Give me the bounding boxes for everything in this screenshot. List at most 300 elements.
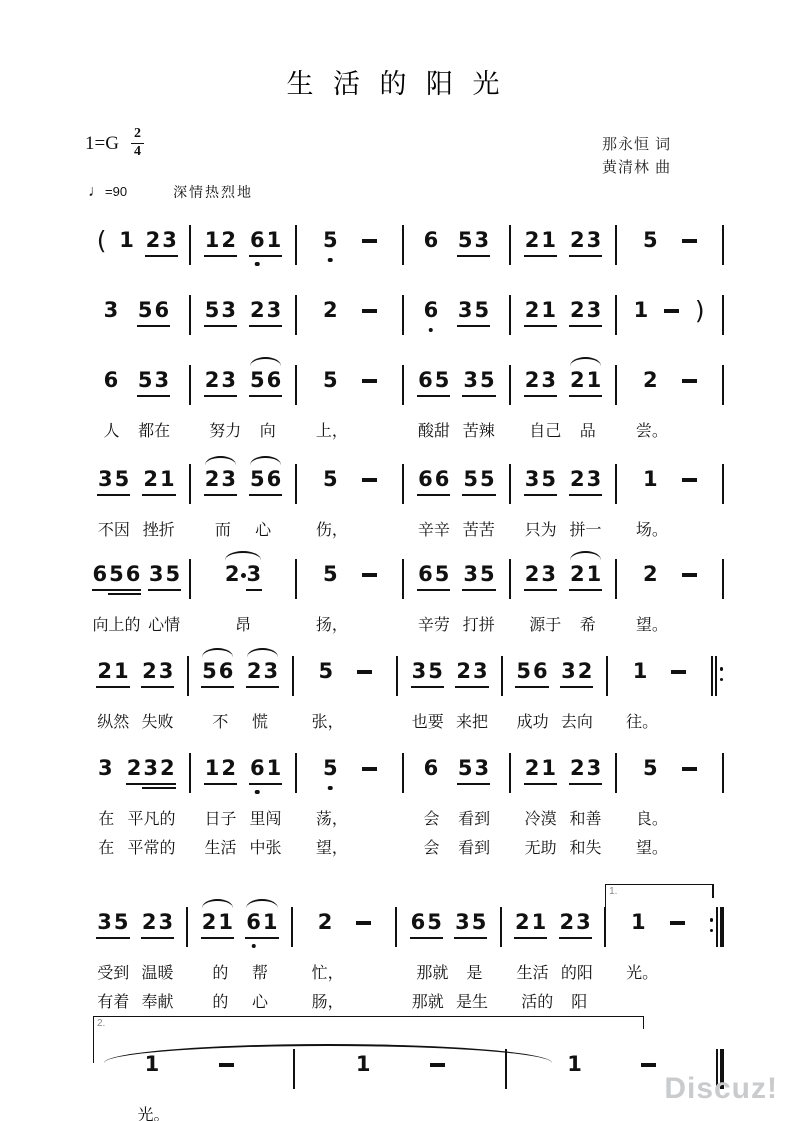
lyric-syllable: 向上的 — [92, 617, 141, 634]
note-unit — [219, 1052, 234, 1067]
note-digit: 5 — [479, 368, 496, 397]
lyric-syllable: 冷漠 — [524, 811, 557, 828]
note-digit: 6 — [417, 368, 434, 397]
lyric-measure — [512, 809, 615, 831]
note-digit: 5 — [113, 910, 130, 939]
note-digit: 2 — [323, 298, 338, 322]
lyric-syllable: 心情 — [148, 617, 181, 634]
score-line — [85, 742, 725, 860]
lyric-syllable: 心 — [255, 522, 272, 539]
lyric-syllable — [685, 421, 703, 443]
dash-note — [362, 478, 377, 482]
note-unit — [249, 467, 282, 496]
lyric-syllable: 的 — [212, 994, 229, 1011]
lyric-syllable: 伤， — [315, 522, 348, 539]
endRepeat-barline — [708, 910, 726, 947]
lyric-syllable: 会 — [423, 811, 440, 828]
note-unit — [362, 368, 377, 383]
lyric-syllable: 只为 — [524, 522, 557, 539]
slur-arc — [205, 456, 236, 467]
note-digit: 3 — [158, 659, 175, 688]
note-digit: 2 — [317, 910, 333, 934]
lyric-syllable: 平凡的 — [127, 811, 176, 828]
lyric-syllable: 光。 — [137, 1107, 170, 1121]
barline — [716, 907, 718, 947]
note-digit: 5 — [108, 562, 125, 591]
note-unit — [96, 659, 129, 688]
lyric-syllable: 光。 — [626, 965, 659, 982]
measure — [512, 467, 615, 496]
note-unit — [137, 298, 170, 327]
note-unit — [141, 910, 174, 939]
octave-dot-low — [328, 258, 333, 263]
note-digit: 6 — [92, 562, 109, 591]
lyric-row — [85, 1105, 725, 1121]
note-digit: 2 — [142, 467, 159, 496]
note-digit: 1 — [355, 1052, 371, 1076]
measure — [85, 562, 188, 591]
tempo-marking — [88, 183, 127, 201]
barline — [402, 365, 404, 405]
barline — [501, 656, 503, 696]
key-signature — [85, 128, 144, 160]
note-digit: 5 — [434, 368, 451, 397]
lyric-syllable: 而 — [214, 522, 231, 539]
slur-arc — [225, 551, 261, 562]
barline — [711, 656, 713, 696]
slur-arc — [246, 899, 277, 910]
measure — [405, 228, 508, 257]
lyric-spacer — [721, 809, 725, 831]
barline — [295, 365, 297, 405]
note-digit: 2 — [145, 228, 162, 257]
measure — [192, 756, 295, 785]
dash-note — [362, 239, 377, 243]
bar-barline — [721, 298, 725, 335]
repeat-dots — [710, 908, 714, 942]
lyric-measure — [618, 809, 721, 831]
barline — [189, 295, 191, 335]
note-digit: 3 — [97, 467, 114, 496]
lyric-syllable: 忙， — [311, 965, 344, 982]
note-unit — [423, 756, 440, 783]
paren-mark: ) — [694, 296, 705, 325]
note-unit — [118, 228, 135, 255]
note-unit — [462, 562, 495, 591]
lyric-measure — [192, 421, 295, 443]
note-unit — [318, 659, 335, 686]
note-digit: 5 — [457, 228, 474, 257]
note-digit: 5 — [427, 659, 444, 688]
octave-dot-low — [251, 944, 256, 949]
lyric-syllable: 在 — [98, 811, 115, 828]
lyric-measure — [295, 712, 396, 734]
note-unit — [559, 910, 592, 939]
note-digit: 2 — [249, 298, 266, 327]
lyric-spacer — [721, 421, 725, 443]
barline — [402, 225, 404, 265]
note-digit: 6 — [423, 298, 440, 325]
lyric-spacer — [710, 712, 725, 734]
lyric-syllable: 那就 — [411, 994, 444, 1011]
note-digit: 3 — [540, 562, 557, 591]
lyric-measure — [609, 712, 710, 734]
note-digit: 6 — [410, 910, 427, 939]
note-unit — [362, 467, 377, 482]
lyric-syllable — [365, 520, 383, 542]
quarter-note-icon: ♩ — [88, 183, 104, 200]
lyric-measure — [618, 421, 721, 443]
note-digit: 3 — [473, 228, 490, 257]
note-unit — [642, 756, 659, 783]
measure — [294, 910, 394, 937]
note-unit — [569, 562, 602, 591]
lyric-syllable: 那就 — [416, 965, 449, 982]
note-digit: 2 — [569, 756, 586, 785]
note-unit — [632, 659, 649, 686]
lyric-syllable: 努力 — [209, 423, 242, 440]
note-unit — [97, 756, 114, 783]
note-unit — [362, 756, 377, 771]
lyric-spacer — [721, 520, 725, 542]
barline — [722, 295, 724, 335]
measure — [298, 298, 401, 325]
note-digit: 6 — [532, 659, 549, 688]
barline — [722, 559, 724, 599]
note-digit: 3 — [142, 756, 159, 785]
barline — [189, 225, 191, 265]
barline — [295, 225, 297, 265]
note-unit — [569, 368, 602, 397]
measure — [85, 368, 188, 397]
note-unit — [204, 368, 237, 397]
note-digit: 3 — [103, 298, 119, 322]
note-unit — [204, 298, 237, 327]
lyric-measure — [298, 838, 401, 860]
measure — [618, 467, 721, 494]
measure — [512, 298, 615, 327]
note-digit: 2 — [246, 659, 263, 688]
lyric-syllable: 自己 — [529, 423, 562, 440]
measure — [85, 756, 188, 785]
lyric-syllable — [365, 615, 383, 637]
note-unit — [322, 368, 339, 395]
measure — [298, 467, 401, 494]
note-digit: 5 — [323, 562, 338, 586]
lyric-syllable: 望。 — [635, 617, 668, 634]
barline — [615, 559, 617, 599]
lyric-syllable — [685, 809, 703, 831]
lyric-syllable — [685, 520, 703, 542]
lyric-syllable: 苦辣 — [462, 423, 495, 440]
note-digit: 6 — [245, 910, 262, 939]
note-unit — [322, 298, 339, 325]
note-digit: 5 — [322, 756, 339, 783]
measure — [398, 910, 498, 939]
score-body — [85, 214, 725, 1121]
lyric-syllable: 中张 — [249, 840, 282, 857]
barline — [186, 907, 188, 947]
lyric-syllable: 打拼 — [462, 617, 495, 634]
score-line — [85, 548, 725, 637]
barline — [722, 225, 724, 265]
note-digit: 3 — [454, 910, 471, 939]
note-digit: 5 — [479, 467, 496, 496]
barline — [396, 656, 398, 696]
note-digit: 3 — [262, 659, 279, 688]
note-digit: 2 — [569, 368, 586, 397]
lyric-syllable: 拼一 — [569, 522, 602, 539]
note-unit — [417, 562, 450, 591]
note-digit: 3 — [98, 756, 113, 780]
lyric-syllable: 苦苦 — [462, 522, 495, 539]
lyric-syllable: 人 — [103, 423, 120, 440]
lyric-syllable — [365, 421, 383, 443]
note-unit — [410, 910, 443, 939]
barline — [402, 559, 404, 599]
barline — [402, 464, 404, 504]
note-digit: 5 — [249, 368, 266, 397]
barline — [509, 295, 511, 335]
lyric-spacer — [721, 838, 725, 860]
note-digit: 2 — [569, 562, 586, 591]
dash-note — [682, 573, 697, 577]
note-digit: 3 — [524, 467, 541, 496]
note-unit — [524, 562, 557, 591]
lyric-syllable — [365, 838, 383, 860]
lyric-syllable: 无助 — [524, 840, 557, 857]
octave-dot-low — [255, 790, 260, 795]
note-unit — [322, 228, 339, 255]
lyric-measure — [504, 712, 605, 734]
measure — [189, 910, 289, 939]
measure — [85, 1052, 292, 1079]
note-unit — [560, 659, 593, 688]
note-digit: 3 — [586, 467, 603, 496]
note-digit: 5 — [643, 756, 658, 780]
lyric-measure — [298, 520, 401, 542]
lyric-syllable — [361, 712, 379, 734]
startRepeat-barline — [710, 659, 726, 696]
note-unit — [664, 298, 679, 313]
note-digit: 5 — [323, 368, 338, 392]
lyric-syllable: 望。 — [635, 840, 668, 857]
note-digit: 2 — [643, 368, 658, 392]
score-line — [85, 886, 725, 1014]
lyric-measure — [85, 1105, 293, 1121]
note-digit: 1 — [586, 562, 603, 591]
lyric-syllable: 不因 — [97, 522, 130, 539]
lyric-syllable: 有着 — [97, 994, 130, 1011]
lyric-syllable — [365, 809, 383, 831]
barline — [189, 464, 191, 504]
lyric-syllable: 平常的 — [127, 840, 176, 857]
measure — [512, 228, 615, 257]
note-unit — [204, 467, 237, 496]
measure — [85, 910, 185, 939]
note-digit: 6 — [417, 467, 434, 496]
note-digit: 5 — [426, 910, 443, 939]
note-unit — [362, 562, 377, 577]
note-digit: 2 — [204, 368, 221, 397]
note-unit — [670, 910, 685, 925]
lyric-syllable: 都在 — [138, 423, 171, 440]
note-unit — [457, 298, 490, 327]
lyric-syllable: 帮 — [252, 965, 269, 982]
barline — [509, 225, 511, 265]
slur-arc — [250, 456, 281, 467]
lyric-measure — [405, 520, 508, 542]
note-digit: 3 — [560, 659, 577, 688]
note-unit — [524, 368, 557, 397]
lyric-row — [85, 838, 725, 860]
measure — [192, 467, 295, 496]
lyric-row — [85, 712, 725, 734]
lyric-syllable: 的 — [212, 965, 229, 982]
barline — [722, 464, 724, 504]
note-digit: 1 — [262, 910, 279, 939]
lyric-measure — [190, 992, 291, 1014]
note-unit — [682, 467, 697, 482]
lyric-syllable: 和善 — [569, 811, 602, 828]
note-digit: 5 — [322, 228, 339, 255]
notes-row — [85, 284, 725, 344]
note-unit — [642, 467, 659, 494]
bar-barline — [721, 467, 725, 504]
lyric-measure — [405, 809, 508, 831]
lyric-syllable: 纵然 — [97, 714, 130, 731]
note-digit: 6 — [218, 659, 235, 688]
note-unit — [457, 228, 490, 257]
measure — [512, 562, 615, 591]
barline — [715, 656, 717, 696]
lyric-syllable — [361, 963, 379, 985]
octave-dot-low — [328, 786, 333, 791]
note-unit — [566, 1052, 583, 1079]
note-unit — [95, 228, 109, 254]
score-line — [85, 214, 725, 274]
bar-barline — [721, 562, 725, 599]
lyric-syllable — [670, 992, 688, 1014]
note-digit: 6 — [423, 228, 439, 252]
barline — [509, 559, 511, 599]
barline — [722, 365, 724, 405]
note-digit: 2 — [569, 228, 586, 257]
barline — [722, 753, 724, 793]
note-unit — [630, 910, 647, 937]
lyric-spacer — [716, 1105, 725, 1121]
composer-credit: 黄清林 曲 — [602, 159, 672, 177]
lyric-syllable — [685, 838, 703, 860]
note-digit: 2 — [524, 756, 541, 785]
lyric-syllable: 希 — [579, 617, 596, 634]
lyric-spacer — [710, 992, 725, 1014]
note-digit: 1 — [144, 1052, 160, 1076]
note-unit — [97, 467, 130, 496]
slur-arc — [250, 357, 281, 368]
lyric-syllable: 生活 — [516, 965, 549, 982]
lyric-syllable: 奉献 — [141, 994, 174, 1011]
lyric-measure — [190, 963, 291, 985]
note-digit: 2 — [569, 298, 586, 327]
measure — [512, 368, 615, 397]
time-signature — [131, 127, 144, 159]
note-digit: 1 — [540, 298, 557, 327]
note-unit — [569, 298, 602, 327]
lyric-measure — [298, 809, 401, 831]
lyric-row — [85, 520, 725, 542]
note-digit: 1 — [266, 756, 283, 785]
note-digit: 2 — [159, 756, 176, 785]
note-digit: 3 — [220, 467, 237, 496]
time-signature-denominator: 4 — [133, 143, 141, 159]
lyric-syllable — [685, 615, 703, 637]
note-digit: 1 — [586, 368, 603, 397]
lyric-syllable — [354, 1105, 372, 1121]
note-digit: 3 — [457, 298, 474, 327]
note-digit: 1 — [204, 756, 221, 785]
lyric-measure — [618, 520, 721, 542]
lyric-syllable: 往。 — [626, 714, 659, 731]
note-digit: 6 — [434, 467, 451, 496]
lyric-syllable: 在 — [98, 840, 115, 857]
note-unit — [417, 467, 450, 496]
note-digit: 3 — [586, 228, 603, 257]
note-digit: 6 — [153, 298, 170, 327]
note-digit: 6 — [423, 756, 439, 780]
lyric-measure — [298, 615, 401, 637]
barline — [295, 464, 297, 504]
note-digit: 1 — [632, 659, 648, 683]
note-unit — [322, 467, 339, 494]
lyric-syllable — [222, 1105, 240, 1121]
barline — [615, 753, 617, 793]
note-digit: 2 — [569, 467, 586, 496]
note-unit — [454, 910, 487, 939]
dash-note — [670, 921, 685, 925]
note-unit — [317, 910, 334, 937]
note-unit — [682, 562, 697, 577]
note-unit — [201, 910, 234, 939]
barline — [292, 656, 294, 696]
note-unit — [201, 659, 234, 688]
lyric-syllable: 里闯 — [249, 811, 282, 828]
note-unit — [569, 756, 602, 785]
octave-dot-low — [255, 262, 260, 267]
barline — [500, 907, 502, 947]
note-digit: 2 — [524, 368, 541, 397]
lyric-syllable: 慌 — [252, 714, 269, 731]
note-digit: 3 — [540, 368, 557, 397]
note-unit — [462, 368, 495, 397]
barline — [615, 464, 617, 504]
slur-arc — [570, 357, 601, 368]
note-unit — [141, 659, 174, 688]
note-digit: 5 — [165, 562, 182, 591]
barline — [293, 1049, 295, 1089]
lyric-measure — [512, 838, 615, 860]
measure — [295, 659, 396, 686]
dash-note — [664, 309, 679, 313]
note-unit — [145, 228, 178, 257]
measure — [504, 659, 605, 688]
bar-barline — [721, 228, 725, 265]
lyric-syllable: 酸甜 — [417, 423, 450, 440]
dash-note — [682, 379, 697, 383]
note-digit: 6 — [125, 562, 142, 591]
note-unit — [103, 298, 120, 325]
barline — [505, 1049, 507, 1089]
